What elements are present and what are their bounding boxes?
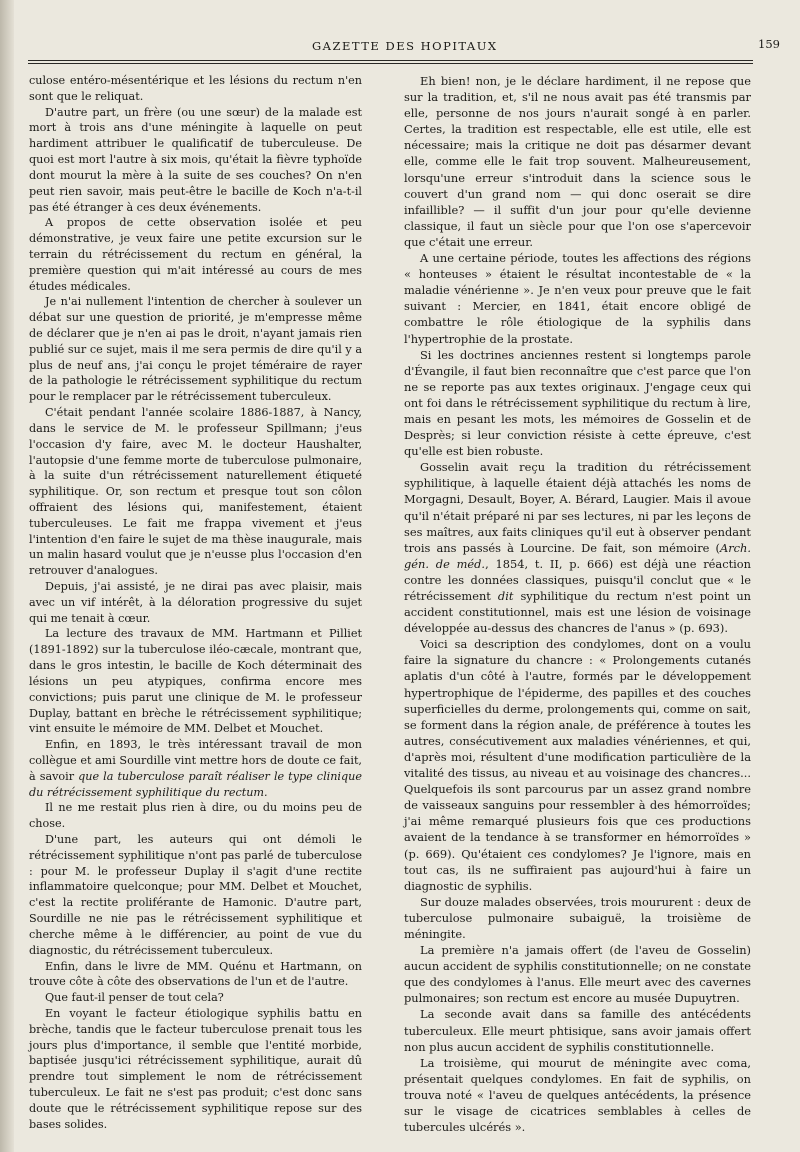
paragraph: A propos de cette observation isolée et peu démonstrative, je veux faire une petite excursion sur le terrain du rétrécissement du rectum en général, la première question qui m'ait intéressé au cours de mes études médicales.: [29, 216, 362, 293]
paragraph: La seconde avait dans sa famille des antécédents tuberculeux. Elle meurt phtisique, sans avoir jamais offert non plus aucun accident de syphilis constitutionnelle.: [404, 1007, 751, 1054]
paragraph: Depuis, j'ai assisté, je ne dirai pas avec plaisir, mais avec un vif intérêt, à la déloration progressive du sujet qui me tenait à cœur.: [29, 580, 362, 625]
paragraph: A une certaine période, toutes les affections des régions « honteuses » étaient le résultat incontestable de « la maladie vénérienne ». Je n'en veux pour preuve que le fait suivant : Mercier, en 1841, était encore obligé de combattre le rôle étiologique de la syphilis dans l'hypertrophie de la prostate.: [404, 251, 751, 346]
journal-reference: Arch. gén. de méd.: [404, 540, 751, 571]
paragraph-text: Enfin, en 1893, le très intéressant travail de mon collègue et ami Sourdille vint mettre hors de doute ce fait, à savoir: [29, 738, 362, 783]
right-column: [404, 73, 751, 1135]
paragraph: D'une part, les auteurs qui ont démoli le rétrécissement syphilitique n'ont pas parlé de tuberculose : pour M. le professeur Duplay il s'agit d'une rectite inflammatoire quelconque; pour MM. Delbet et Mouchet, c'est la rectite proliférante de Hamonic. D'autre part, Sourdille ne nie pas le rétrécissement syphilitique et cherche même à le différencier, au point de vue du diagnostic, du rétrécissement tuberculeux.: [29, 833, 362, 957]
paragraph: culose entéro-mésentérique et les lésions du rectum n'en sont que le reliquat.: [29, 74, 362, 103]
paragraph: Voici sa description des condylomes, dont on a voulu faire la signature du chancre : « Prolongements cutanés aplatis d'un côté à l'autre, formés par le développement hypertrophique de l'épiderme, des papilles et des couches superficielles du derme, prolongements qui, comme on sait, se forment dans la région anale, de préférence à toutes les autres, consécutivement aux maladies vénériennes, et qui, d'après moi, résultent d'une modification particulière de la vitalité des tissus, au niveau et au voisinage des chancres... Quelquefois ils sont parcourus par un assez grand nombre de vaisseaux sanguins pour ressembler à des hémorroïdes; j'ai même remarqué plusieurs fois que ces productions avaient de la tendance à se transformer en hémorroïdes » (p. 669). Qu'étaient ces condylomes? Je l'ignore, mais en tout cas, ils ne suffiraient pas aujourd'hui à faire un diagnostic de syphilis.: [404, 637, 751, 893]
paragraph: D'autre part, un frère (ou une sœur) de la malade est mort à trois ans d'une méningite à laquelle on peut hardiment attribuer le qualificatif de tuberculeuse. De quoi est mort l'autre à six mois, qu'était la fièvre typhoïde dont mourut la mère à la suite de ses couches? On n'en peut rien savoir, mais peut-être le bacille de Koch n'a-t-il pas été étranger à ces deux événements.: [29, 105, 362, 214]
paragraph: Je n'ai nullement l'intention de chercher à soulever un débat sur une question de priorité, je m'empresse même de déclarer que je n'en ai pas le droit, n'ayant jamais rien publié sur ce sujet, mais il me sera permis de dire qu'il y a plus de neuf ans, j'ai conçu le projet téméraire de rayer de la pathologie le rétrécissement syphilitique du rectum pour le remplacer par le rétrécissement tuberculeux.: [29, 295, 362, 404]
paragraph: C'était pendant l'année scolaire 1886-1887, à Nancy, dans le service de M. le professeur Spillmann; j'eus l'occasion d'y faire, avec M. le docteur Haushalter, l'autopsie d'une femme morte de tuberculose pulmonaire, à la suite d'un rétrécissement naturellement étiqueté syphilitique. Or, son rectum et presque tout son côlon offraient des lésions qui, manifestement, étaient tuberculeuses. Le fait me frappa vivement et j'eus l'intention d'en faire le sujet de ma thèse inaugurale, mais un malin hasard voulut que je n'eusse plus l'occasion d'en retrouver d'analogues.: [29, 406, 362, 578]
paragraph: [29, 737, 362, 800]
paragraph: La lecture des travaux de MM. Hartmann et Pilliet (1891-1892) sur la tuberculose iléo-cæcale, montrant que, dans le gros intestin, le bacille de Koch déterminait des lésions un peu atypiques, confirma encore mes convictions; puis parut une clinique de M. le professeur Duplay, battant en brèche le rétrécissement syphilitique; vint ensuite le mémoire de MM. Delbet et Mouchet.: [29, 627, 362, 736]
paragraph: Enfin, dans le livre de MM. Quénu et Hartmann, on trouve côte à côte des observations de l'un et de l'autre.: [29, 959, 362, 989]
paragraph: La troisième, qui mourut de méningite avec coma, présentait quelques condylomes. En fait de syphilis, on trouva noté « l'aveu de quelques antécédents, la présence sur le visage de cicatrices semblables à celles de tubercules ulcérés ».: [404, 1055, 751, 1135]
paragraph: [404, 459, 751, 636]
header-rule: [28, 60, 753, 61]
left-column: [29, 73, 362, 1132]
paragraph: Sur douze malades observées, trois moururent : deux de tuberculose pulmonaire subaiguë, la troisième de méningite.: [404, 894, 751, 941]
paragraph: La première n'a jamais offert (de l'aveu de Gosselin) aucun accident de syphilis constitutionnelle; on ne constate que des condylomes à l'anus. Elle meurt avec des cavernes pulmonaires; son rectum est encore au musée Dupuytren.: [404, 943, 751, 1006]
paragraph: Il ne me restait plus rien à dire, ou du moins peu de chose.: [29, 801, 362, 831]
italic-word: dit: [497, 589, 514, 603]
italic-quote: que la tuberculose paraît réaliser le type clinique du rétrécissement syphilitique du rectum.: [29, 769, 362, 799]
paragraph-text: Gosselin avait reçu la tradition du rétrécissement syphilitique, à laquelle étaient déjà attachés les noms de Morgagni, Desault, Boyer, A. Bérard, Laugier. Mais il avoue qu'il n'était préparé ni par ses lectures, ni par les leçons de ses maîtres, aux faits cliniques qu'il eut à observer pendant trois ans passés à Lourcine. De fait, son mémoire (: [404, 460, 751, 555]
running-head: GAZETTE DES HOPITAUX: [312, 39, 498, 53]
header-rule-double: [28, 63, 753, 64]
paragraph: Si les doctrines anciennes restent si longtemps parole d'Évangile, il faut bien reconnaître que c'est parce que l'on ne se reporte pas aux textes originaux. J'engage ceux qui ont foi dans le rétrécissement syphilitique du rectum à lire, mais en pesant les mots, les mémoires de Gosselin et de Desprès; si leur conviction résiste à cette épreuve, c'est qu'elle est bien robuste.: [404, 347, 751, 459]
paragraph-text: , 1854, t. II, p. 666) est déjà une réaction contre les données classiques, puisqu'il conclut que « le rétrécissement: [404, 556, 752, 603]
page-spine-shadow: [0, 0, 14, 1152]
paragraph: En voyant le facteur étiologique syphilis battu en brèche, tandis que le facteur tuberculose prenait tous les jours plus d'importance, il semble que l'entité morbide, baptisée jusqu'ici rétrécissement syphilitique, aurait dû prendre tout simplement le nom de rétrécissement tuberculeux. Le fait ne s'est pas produit; c'est donc sans doute que le rétrécissement syphilitique repose sur des bases solides.: [29, 1006, 362, 1131]
page-number: 159: [758, 37, 780, 51]
paragraph: Eh bien! non, je le déclare hardiment, il ne repose que sur la tradition, et, s'il ne nous avait pas été transmis par elle, personne de nos jours n'aurait songé à en parler. Certes, la tradition est respectable, elle est utile, elle est nécessaire; mais la critique ne doit pas désarmer devant elle, comme elle le fait trop souvent. Malheureusement, lorsqu'une erreur s'introduit dans la science sous le couvert d'un grand nom — qui donc oserait se dire infaillible? — il suffit d'un jour pour qu'elle devienne classique, il faut un siècle pour que l'on ose s'apercevoir que c'était une erreur.: [404, 74, 751, 249]
paragraph: Que faut-il penser de tout cela?: [45, 991, 224, 1005]
paragraph-text: syphilitique du rectum n'est point un accident constitutionnel, mais est une lésion de voisinage développée au-dessus des chancres de l'anus » (p. 693).: [404, 589, 751, 636]
